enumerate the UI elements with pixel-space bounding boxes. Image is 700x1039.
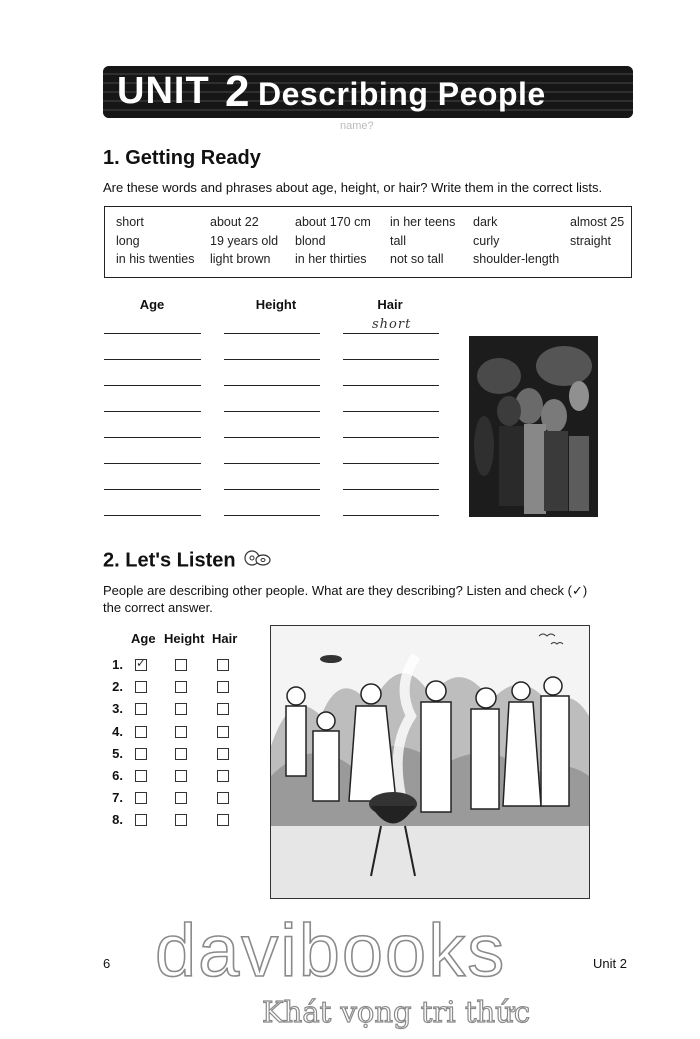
row-number: 8.	[112, 812, 123, 828]
row-number: 6.	[112, 768, 123, 783]
word-item: blond	[295, 234, 326, 248]
answer-checkbox[interactable]	[175, 659, 187, 671]
answer-line[interactable]	[224, 333, 320, 334]
column-heading-hair: Hair	[377, 297, 403, 312]
unit-title: Describing People	[258, 76, 546, 112]
watermark-brand: davibooks	[155, 909, 507, 992]
word-item: curly	[473, 234, 500, 248]
answer-checkbox[interactable]	[217, 681, 229, 693]
bleed-through-text: name?	[340, 120, 374, 132]
section-2-instruction-line2: the correct answer.	[103, 600, 213, 615]
answer-checkbox[interactable]	[217, 814, 229, 826]
answer-line[interactable]	[224, 411, 320, 412]
word-item: dark	[473, 215, 498, 229]
check-mark-icon: ✓	[136, 656, 147, 670]
section-2-title-text: 2. Let's Listen	[103, 549, 236, 572]
answer-checkbox[interactable]	[175, 770, 187, 782]
unit-label: UNIT	[117, 70, 210, 112]
barbecue-illustration	[270, 625, 590, 899]
row-number: 3.	[112, 701, 123, 717]
answer-line[interactable]	[343, 463, 439, 464]
answer-line[interactable]	[104, 489, 201, 490]
word-item: about 22	[210, 215, 259, 229]
row-number: 2.	[112, 679, 123, 695]
word-item: short	[116, 215, 144, 229]
answer-line[interactable]	[104, 463, 201, 464]
answer-checkbox[interactable]	[175, 792, 187, 804]
cd-icon	[243, 549, 273, 573]
watermark-slogan: Khát vọng tri thức	[262, 995, 531, 1029]
section-2-title	[103, 549, 273, 573]
column-heading-height: Height	[255, 297, 297, 312]
answer-line[interactable]	[343, 359, 439, 360]
answer-checkbox[interactable]	[135, 792, 147, 804]
answer-line[interactable]	[224, 359, 320, 360]
word-item: in his twenties	[116, 252, 195, 266]
answer-checkbox[interactable]	[175, 748, 187, 760]
word-item: long	[116, 234, 140, 248]
answer-checkbox[interactable]	[217, 792, 229, 804]
answer-checkbox[interactable]	[135, 748, 147, 760]
row-number: 4.	[112, 723, 123, 739]
answer-line[interactable]	[224, 385, 320, 386]
word-item: not so tall	[390, 252, 444, 266]
answer-line[interactable]	[104, 437, 201, 438]
word-item: shoulder-length	[473, 252, 560, 266]
word-item: 19 years old	[210, 234, 279, 248]
answer-line[interactable]	[343, 489, 439, 490]
answer-checkbox[interactable]	[217, 659, 229, 671]
answer-checkbox[interactable]	[217, 770, 229, 782]
answer-checkbox[interactable]	[135, 656, 147, 671]
answer-line[interactable]	[343, 437, 439, 438]
word-item: about 170 cm	[295, 215, 371, 229]
answer-line[interactable]	[343, 333, 439, 334]
answer-checkbox[interactable]	[217, 748, 229, 760]
answer-checkbox[interactable]	[135, 681, 147, 693]
page-number: 6	[103, 956, 111, 971]
check-header-hair: Hair	[212, 631, 238, 646]
unit-number: 2	[225, 67, 250, 116]
answer-line[interactable]	[343, 385, 439, 386]
answer-line[interactable]	[104, 411, 201, 412]
check-header-height: Height	[164, 631, 205, 646]
row-number: 7.	[112, 790, 123, 806]
answer-line[interactable]	[224, 463, 320, 464]
answer-checkbox[interactable]	[135, 770, 147, 782]
answer-checkbox[interactable]	[135, 814, 147, 826]
answer-checkbox[interactable]	[217, 703, 229, 715]
unit-banner	[103, 66, 633, 118]
word-item: in her teens	[390, 215, 456, 229]
answer-line[interactable]	[104, 385, 201, 386]
word-item: almost 25	[570, 215, 625, 229]
answer-line[interactable]	[104, 333, 201, 334]
handwritten-answer: short	[372, 317, 412, 332]
column-heading-age: Age	[139, 297, 165, 312]
footer-unit-label: Unit 2	[593, 956, 627, 971]
section-2-instruction-line1: People are describing other people. What are they describing? Listen and check (✓)	[103, 583, 588, 598]
word-item: tall	[390, 234, 406, 248]
row-number: 5.	[112, 745, 123, 761]
answer-checkbox[interactable]	[175, 681, 187, 693]
word-item: straight	[570, 234, 611, 248]
check-header-age: Age	[131, 631, 156, 646]
answer-line[interactable]	[224, 515, 320, 516]
answer-line[interactable]	[343, 411, 439, 412]
crowd-photo	[469, 336, 598, 517]
answer-line[interactable]	[224, 437, 320, 438]
answer-checkbox[interactable]	[135, 703, 147, 715]
answer-checkbox[interactable]	[175, 814, 187, 826]
answer-checkbox[interactable]	[217, 726, 229, 738]
section-1-title: 1. Getting Ready	[103, 147, 261, 169]
row-number: 1.	[112, 657, 123, 672]
section-1-instruction: Are these words and phrases about age, height, or hair? Write them in the correct lists.	[103, 180, 603, 195]
answer-line[interactable]	[104, 515, 201, 516]
answer-line[interactable]	[224, 489, 320, 490]
word-bank	[104, 206, 632, 278]
word-item: in her thirties	[295, 252, 367, 266]
answer-checkbox[interactable]	[175, 703, 187, 715]
answer-line[interactable]	[343, 515, 439, 516]
answer-line[interactable]	[104, 359, 201, 360]
word-item: light brown	[210, 252, 271, 266]
answer-checkbox[interactable]	[135, 726, 147, 738]
answer-checkbox[interactable]	[175, 726, 187, 738]
